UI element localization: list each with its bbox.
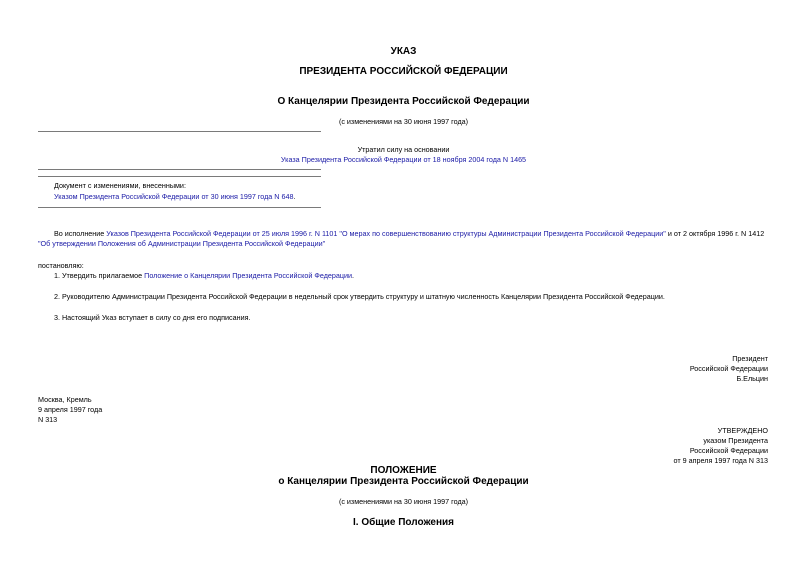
regulation-revision: (с изменениями на 30 июня 1997 года) xyxy=(338,497,469,506)
approved-line-3: Российской Федерации xyxy=(689,446,768,455)
preamble-link-2[interactable]: "Об утверждении Положения об Администрации Президента Российской Федерации" xyxy=(38,239,326,248)
signature-org: Российской Федерации xyxy=(689,364,768,373)
regulation-subtitle: о Канцелярии Президента Российской Федерации xyxy=(278,476,529,487)
divider xyxy=(38,131,321,132)
decree-subtitle: ПРЕЗИДЕНТА РОССИЙСКОЙ ФЕДЕРАЦИИ xyxy=(299,66,508,77)
preamble-prefix: Во исполнение xyxy=(54,229,107,238)
preamble-line-1 xyxy=(54,229,764,238)
preamble-link-1[interactable]: Указов Президента Российской Федерации от 25 июля 1996 г. N 1101 "О мерах по совершенствованию структуры Администрации Президента Российской Федерации" xyxy=(106,229,666,238)
item-1 xyxy=(54,271,354,280)
item-3: 3. Настоящий Указ вступает в силу со дня его подписания. xyxy=(54,313,251,322)
regulation-title: ПОЛОЖЕНИЕ xyxy=(370,465,437,476)
divider xyxy=(38,176,321,177)
item-1-suffix: . xyxy=(352,271,355,280)
item-2: 2. Руководителю Администрации Президента Российской Федерации в недельный срок утвердить структуру и штатную численность Канцелярии Президента Российской Федерации. xyxy=(54,292,665,301)
section-heading: I. Общие Положения xyxy=(352,517,454,528)
preamble-middle: и от 2 октября 1996 г. N 1412 xyxy=(665,229,765,238)
approved-line-2: указом Президента xyxy=(703,436,768,445)
divider xyxy=(38,169,321,170)
signature-title: Президент xyxy=(732,354,768,363)
decree-title: УКАЗ xyxy=(390,46,417,57)
document-title: О Канцелярии Президента Российской Федерации xyxy=(277,96,530,107)
revision-note: (с изменениями на 30 июня 1997 года) xyxy=(338,117,469,126)
signature-name: Б.Ельцин xyxy=(736,374,768,383)
date: 9 апреля 1997 года xyxy=(38,405,103,414)
amendments-label: Документ с изменениями, внесенными: xyxy=(54,181,186,190)
divider xyxy=(38,207,321,208)
amendments-line xyxy=(54,192,295,201)
expired-link[interactable]: Указа Президента Российской Федерации от 18 ноября 2004 года N 1465 xyxy=(280,155,527,164)
expired-label: Утратил силу на основании xyxy=(357,145,450,154)
amendments-link[interactable]: Указом Президента Российской Федерации от 30 июня 1997 года N 648 xyxy=(54,192,294,201)
amendments-suffix: . xyxy=(293,192,296,201)
approved-line-4: от 9 апреля 1997 года N 313 xyxy=(673,456,768,465)
approved-label: УТВЕРЖДЕНО xyxy=(717,426,768,435)
decree-number: N 313 xyxy=(38,415,58,424)
item-1-prefix: 1. Утвердить прилагаемое xyxy=(54,271,145,280)
item-1-link[interactable]: Положение о Канцелярии Президента Российской Федерации xyxy=(144,271,353,280)
decree-word: постановляю: xyxy=(38,261,84,270)
place: Москва, Кремль xyxy=(38,395,92,404)
